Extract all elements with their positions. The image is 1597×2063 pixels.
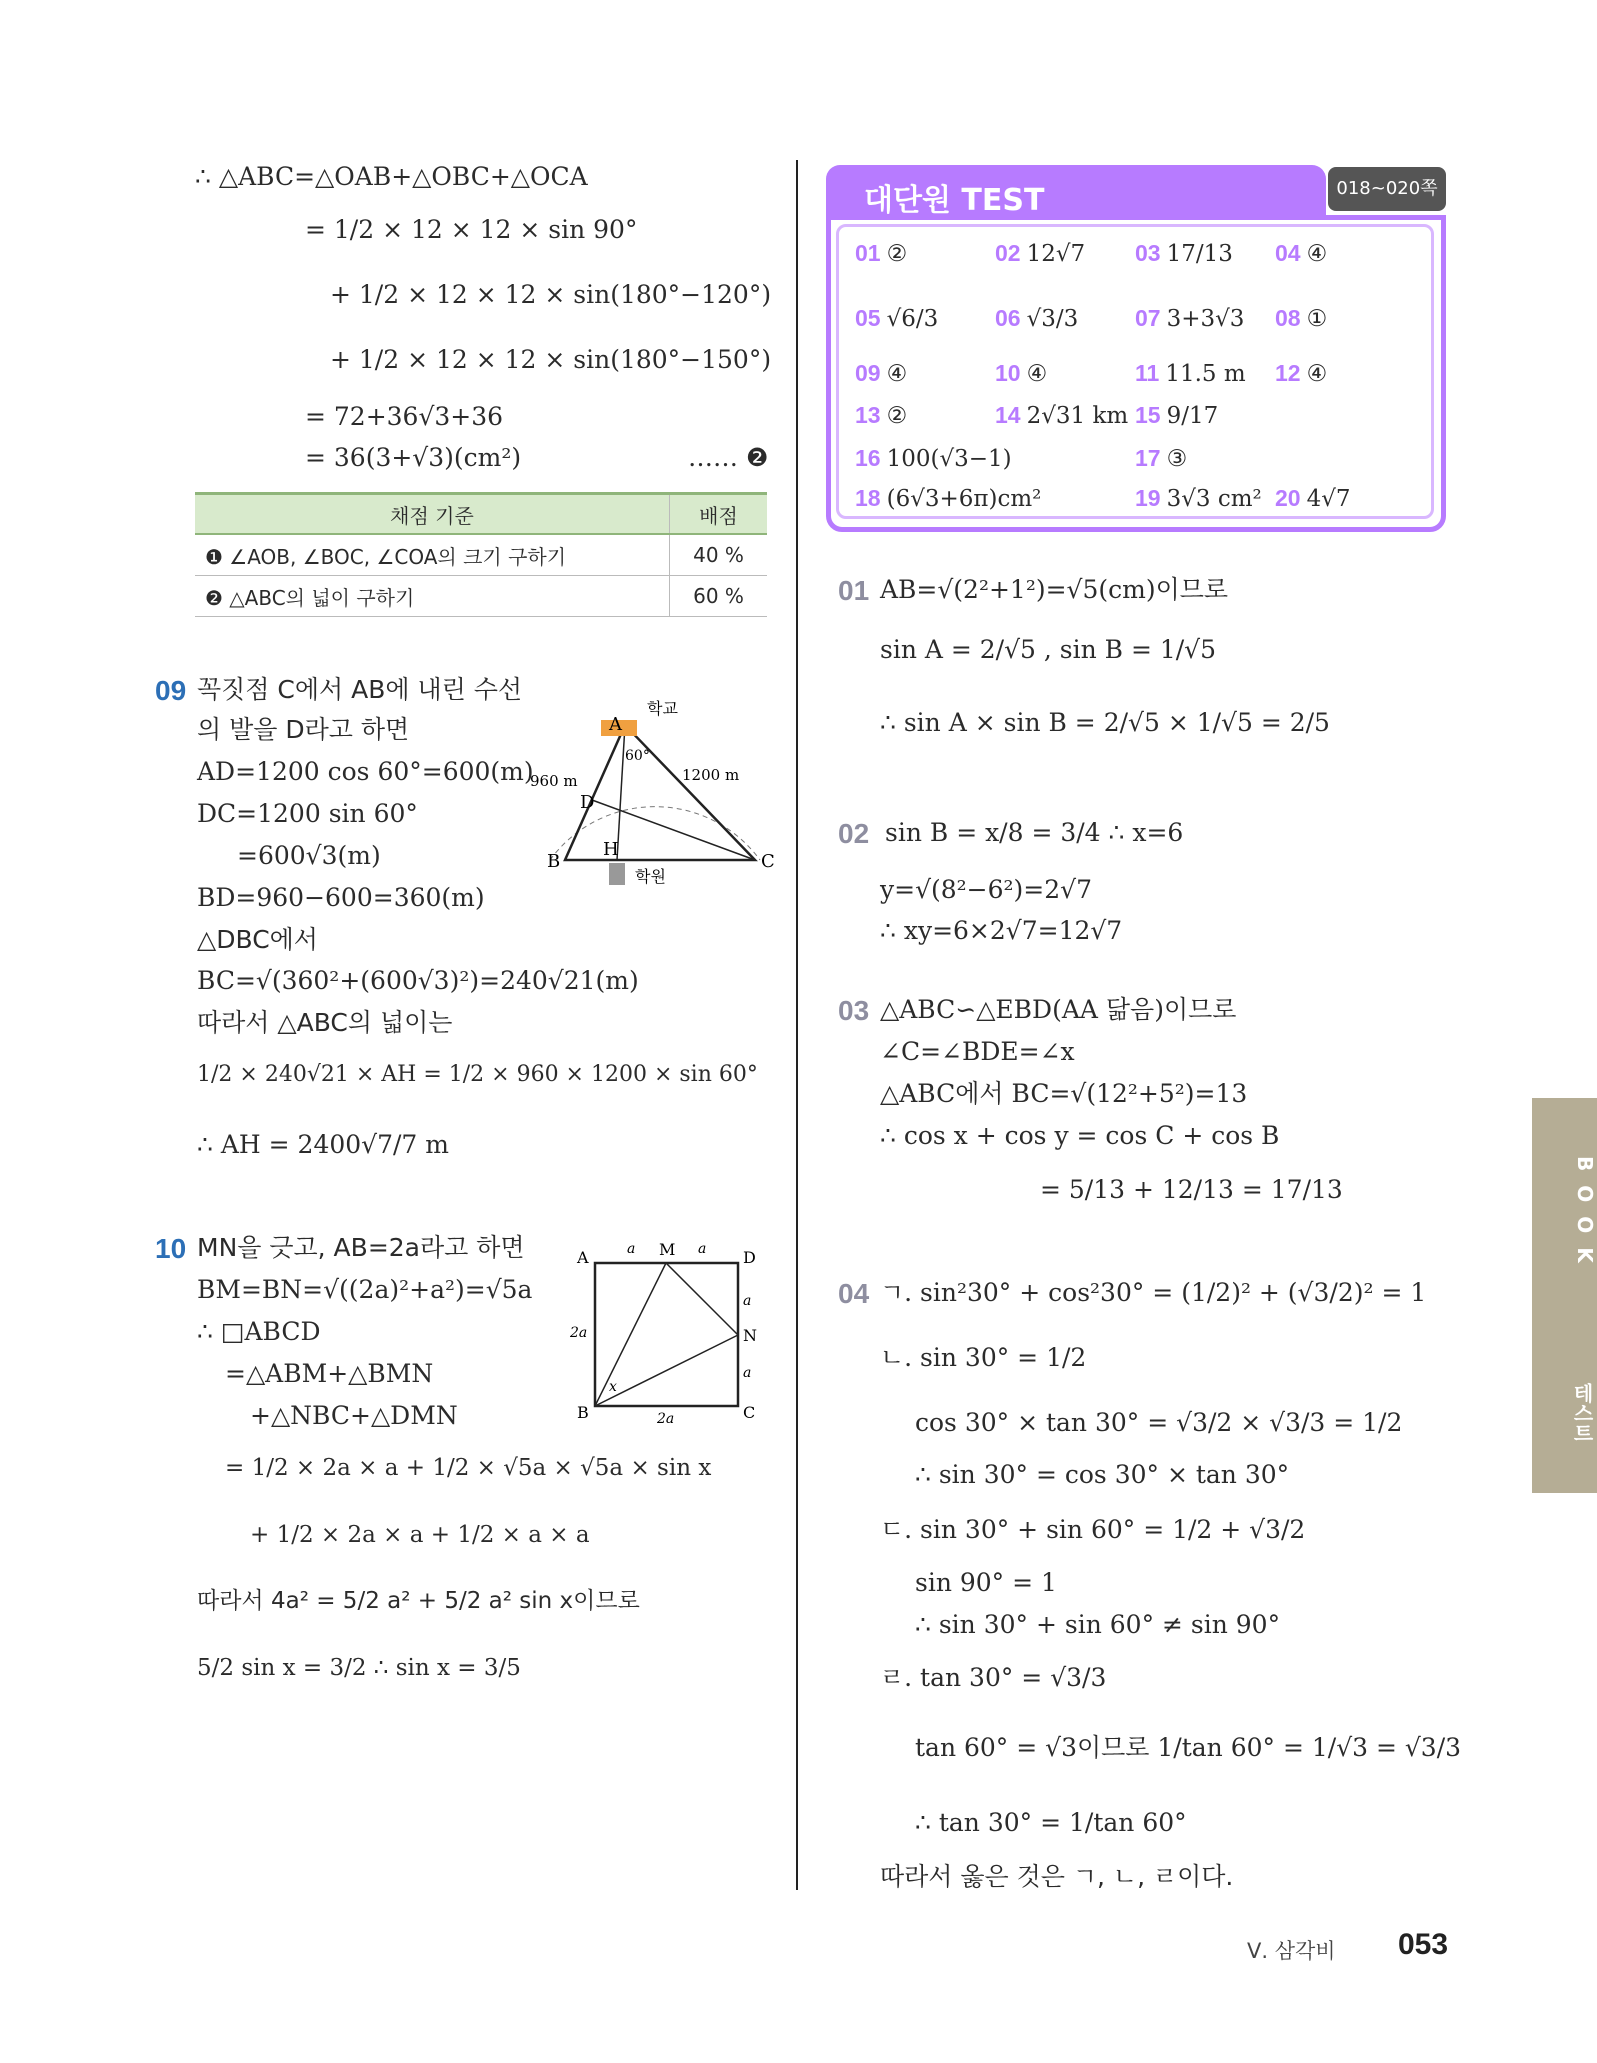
fig09-label-b: B: [547, 851, 561, 872]
answer-value: ④: [1306, 241, 1328, 267]
s03-line: ∠C=∠BDE=∠x: [880, 1037, 1075, 1066]
q10-line: + 1/2 × 2a × a + 1/2 × a × a: [250, 1522, 590, 1548]
academy-icon: [609, 863, 625, 885]
fig10-label-a-right: a: [743, 1293, 752, 1309]
sec8-line-3: + 1/2 × 12 × 12 × sin(180°−120°): [330, 280, 772, 309]
fig10-label-b: B: [577, 1403, 589, 1422]
sec8-line-1: ∴ △ABC=△OAB+△OBC+△OCA: [195, 162, 588, 191]
footer-section: Ⅴ. 삼각비: [1247, 1939, 1336, 1963]
table-row: [195, 534, 767, 576]
q10-line: 5/2 sin x = 3/2 ∴ sin x = 3/5: [197, 1655, 521, 1681]
answer-number: 15: [1135, 402, 1161, 428]
sec8-line-2: = 1/2 × 12 × 12 × sin 90°: [305, 215, 638, 244]
answer-value: 11.5 m: [1165, 361, 1246, 387]
s04-line: 따라서 옳은 것은 ㄱ, ㄴ, ㄹ이다.: [880, 1862, 1234, 1891]
fig10-label-n: N: [743, 1326, 757, 1345]
answer-value: 17/13: [1166, 241, 1233, 267]
answer-item: [1275, 485, 1351, 512]
sec8-line-4: + 1/2 × 12 × 12 × sin(180°−150°): [330, 345, 772, 374]
q10-line: +△NBC+△DMN: [250, 1401, 458, 1430]
score-header-criterion: 채점 기준: [195, 494, 670, 535]
answer-item: [995, 402, 1128, 429]
q10-line: MN을 긋고, AB=2a라고 하면: [197, 1233, 525, 1262]
s02-line: sin B = x/8 = 3/4 ∴ x=6: [885, 818, 1184, 847]
answer-item: [1135, 360, 1246, 387]
q09-line: 따라서 △ABC의 넓이는: [197, 1008, 453, 1037]
s03-number: 03: [838, 995, 870, 1026]
s02-line: ∴ xy=6×2√7=12√7: [880, 916, 1123, 945]
q09-line: 의 발을 D라고 하면: [197, 715, 410, 744]
s04-line: ∴ sin 30° = cos 30° × tan 30°: [915, 1460, 1290, 1489]
s04-line: tan 60° = √3이므로 1/tan 60° = 1/√3 = √3/3: [915, 1733, 1462, 1762]
side-tab: [1532, 1098, 1597, 1493]
answer-number: 06: [995, 305, 1021, 331]
page-number: 053: [1398, 1928, 1449, 1961]
fig10-label-2a-bottom: 2a: [657, 1411, 675, 1425]
answer-number: 09: [855, 360, 881, 386]
answer-number: 04: [1275, 240, 1301, 266]
fig10-label-2a-left: 2a: [570, 1325, 588, 1341]
answer-number: 11: [1135, 360, 1160, 386]
s01-line: sin A = 2/√5 , sin B = 1/√5: [880, 635, 1217, 664]
q09-number: 09: [155, 675, 187, 706]
q10-number: 10: [155, 1233, 187, 1264]
answer-value: ④: [1306, 361, 1328, 387]
q10-line: BM=BN=√((2a)²+a²)=√5a: [197, 1275, 533, 1304]
test-header: [826, 165, 1326, 219]
answer-item: [855, 360, 907, 387]
s04-line: ㄱ. sin²30° + cos²30° = (1/2)² + (√3/2)² = 1: [880, 1278, 1427, 1307]
answer-value: √3/3: [1026, 306, 1079, 332]
fig10-label-m: M: [659, 1240, 676, 1259]
answer-value: ④: [1026, 361, 1048, 387]
s03-line: △ABC에서 BC=√(12²+5²)=13: [880, 1079, 1248, 1108]
sec8-line-5: = 72+36√3+36: [305, 402, 504, 431]
s03-line: = 5/13 + 12/13 = 17/13: [1040, 1175, 1343, 1204]
s01-line: AB=√(2²+1²)=√5(cm)이므로: [880, 575, 1229, 604]
fig09-label-h: H: [603, 839, 619, 860]
test-pages-tag: 018~020쪽: [1328, 167, 1446, 211]
answer-item: [855, 402, 907, 429]
answer-value: 9/17: [1166, 403, 1219, 429]
score-header-points: 배점: [670, 494, 768, 535]
answer-number: 20: [1275, 485, 1301, 511]
answer-item: [1135, 485, 1262, 512]
q10-line: = 1/2 × 2a × a + 1/2 × √5a × √5a × sin x: [225, 1455, 712, 1481]
answer-item: [995, 305, 1078, 332]
answer-value: 2√31 km: [1026, 403, 1129, 429]
fig09-label-ab: 960 m: [530, 772, 578, 790]
q09-line: ∴ AH = 2400√7/7 m: [197, 1130, 449, 1159]
answer-value: ②: [886, 403, 908, 429]
answer-number: 03: [1135, 240, 1161, 266]
fig10-label-a-right: a: [743, 1365, 752, 1381]
answer-item: [995, 360, 1047, 387]
q09-line: DC=1200 sin 60°: [197, 799, 418, 828]
answer-item: [1275, 305, 1327, 332]
score-criterion: ❶ ∠AOB, ∠BOC, ∠COA의 크기 구하기: [195, 534, 670, 576]
answer-item: [855, 305, 938, 332]
side-tab-word: 테스트: [1570, 1383, 1594, 1443]
column-divider: [796, 160, 798, 1890]
answer-number: 12: [1275, 360, 1301, 386]
fig10-square: [565, 1235, 780, 1425]
answer-item: [855, 445, 1012, 472]
answer-value: √6/3: [886, 306, 939, 332]
answer-item: [1275, 360, 1327, 387]
answer-item: [1135, 402, 1218, 429]
answer-value: 3√3 cm²: [1166, 486, 1262, 512]
answer-number: 17: [1135, 445, 1161, 471]
s01-number: 01: [838, 575, 870, 606]
side-tab-book: BOOK: [1573, 1156, 1597, 1277]
s04-line: ㄴ. sin 30° = 1/2: [880, 1343, 1087, 1372]
s04-number: 04: [838, 1278, 870, 1309]
s04-line: cos 30° × tan 30° = √3/2 × √3/3 = 1/2: [915, 1408, 1403, 1437]
fig09-triangle: [525, 680, 775, 890]
answer-value: ④: [886, 361, 908, 387]
fig10-label-d: D: [743, 1248, 756, 1267]
fig09-label-ac: 1200 m: [682, 766, 740, 784]
fig09-label-academy: 학원: [635, 867, 666, 886]
fig09-label-d: D: [580, 792, 595, 813]
s04-line: ∴ sin 30° + sin 60° ≠ sin 90°: [915, 1610, 1281, 1639]
q10-line: 따라서 4a² = 5/2 a² + 5/2 a² sin x이므로: [197, 1588, 640, 1614]
answer-item: [855, 240, 907, 267]
answer-number: 01: [855, 240, 881, 266]
fig10-label-a: A: [577, 1248, 589, 1267]
s04-line: ㄷ. sin 30° + sin 60° = 1/2 + √3/2: [880, 1515, 1306, 1544]
sec8-mark: …… ❷: [688, 443, 769, 472]
answer-number: 13: [855, 402, 881, 428]
answer-item: [995, 240, 1085, 267]
table-row: [195, 576, 767, 617]
answer-number: 05: [855, 305, 881, 331]
test-title: 대단원 TEST: [864, 183, 1045, 218]
s04-line: ㄹ. tan 30° = √3/3: [880, 1663, 1107, 1692]
fig09-label-c: C: [761, 851, 775, 872]
q09-line: △DBC에서: [197, 925, 318, 954]
s04-line: ∴ tan 30° = 1/tan 60°: [915, 1808, 1187, 1837]
fig10-label-c: C: [743, 1403, 756, 1422]
answer-item: [1135, 240, 1233, 267]
answer-value: ①: [1306, 306, 1328, 332]
s02-line: y=√(8²−6²)=2√7: [880, 875, 1092, 904]
s03-line: ∴ cos x + cos y = cos C + cos B: [880, 1121, 1280, 1150]
answer-item: [1135, 445, 1187, 472]
answer-number: 10: [995, 360, 1021, 386]
s02-number: 02: [838, 818, 870, 849]
answer-value: 3+3√3: [1166, 306, 1245, 332]
answer-number: 14: [995, 402, 1021, 428]
fig10-line-mn: [666, 1263, 738, 1335]
answer-value: 100(√3−1): [886, 446, 1012, 472]
q09-line: BC=√(360²+(600√3)²)=240√21(m): [197, 966, 639, 995]
q10-line: ∴ □ABCD: [197, 1317, 321, 1346]
answer-value: (6√3+6π)cm²: [886, 486, 1042, 512]
q09-line: BD=960−600=360(m): [197, 883, 485, 912]
q09-line: =600√3(m): [237, 841, 381, 870]
fig10-label-a-top: a: [627, 1241, 636, 1257]
answer-item: [855, 485, 1041, 512]
score-points: 60 %: [670, 576, 768, 617]
score-table: [195, 492, 767, 617]
answer-item: [1275, 240, 1327, 267]
answer-value: ③: [1166, 446, 1188, 472]
answer-number: 08: [1275, 305, 1301, 331]
answer-number: 02: [995, 240, 1021, 266]
q09-line: AD=1200 cos 60°=600(m): [197, 757, 534, 786]
sec8-line-6: = 36(3+√3)(cm²): [305, 443, 522, 472]
answer-value: ②: [886, 241, 908, 267]
fig10-line-bn: [595, 1335, 738, 1406]
fig09-label-angle: 60°: [625, 748, 650, 764]
answer-value: 4√7: [1306, 486, 1351, 512]
fig10-label-x: x: [609, 1379, 617, 1395]
fig10-label-a-top: a: [698, 1241, 707, 1257]
answer-number: 19: [1135, 485, 1161, 511]
score-criterion: ❷ △ABC의 넓이 구하기: [195, 576, 670, 617]
answer-value: 12√7: [1026, 241, 1086, 267]
answer-number: 18: [855, 485, 881, 511]
s03-line: △ABC∽△EBD(AA 닮음)이므로: [880, 995, 1237, 1024]
fig10-line-bm: [595, 1263, 666, 1406]
fig09-label-school: 학교: [647, 699, 678, 718]
answer-number: 07: [1135, 305, 1161, 331]
fig09-label-a: A: [609, 714, 622, 735]
s04-line: sin 90° = 1: [915, 1568, 1057, 1597]
q09-line: 꼭짓점 C에서 AB에 내린 수선: [197, 675, 522, 704]
score-points: 40 %: [670, 534, 768, 576]
answer-item: [1135, 305, 1244, 332]
answer-number: 16: [855, 445, 881, 471]
q10-line: =△ABM+△BMN: [225, 1359, 434, 1388]
s01-line: ∴ sin A × sin B = 2/√5 × 1/√5 = 2/5: [880, 708, 1330, 737]
q09-line: 1/2 × 240√21 × AH = 1/2 × 960 × 1200 × sin 60°: [197, 1062, 758, 1087]
